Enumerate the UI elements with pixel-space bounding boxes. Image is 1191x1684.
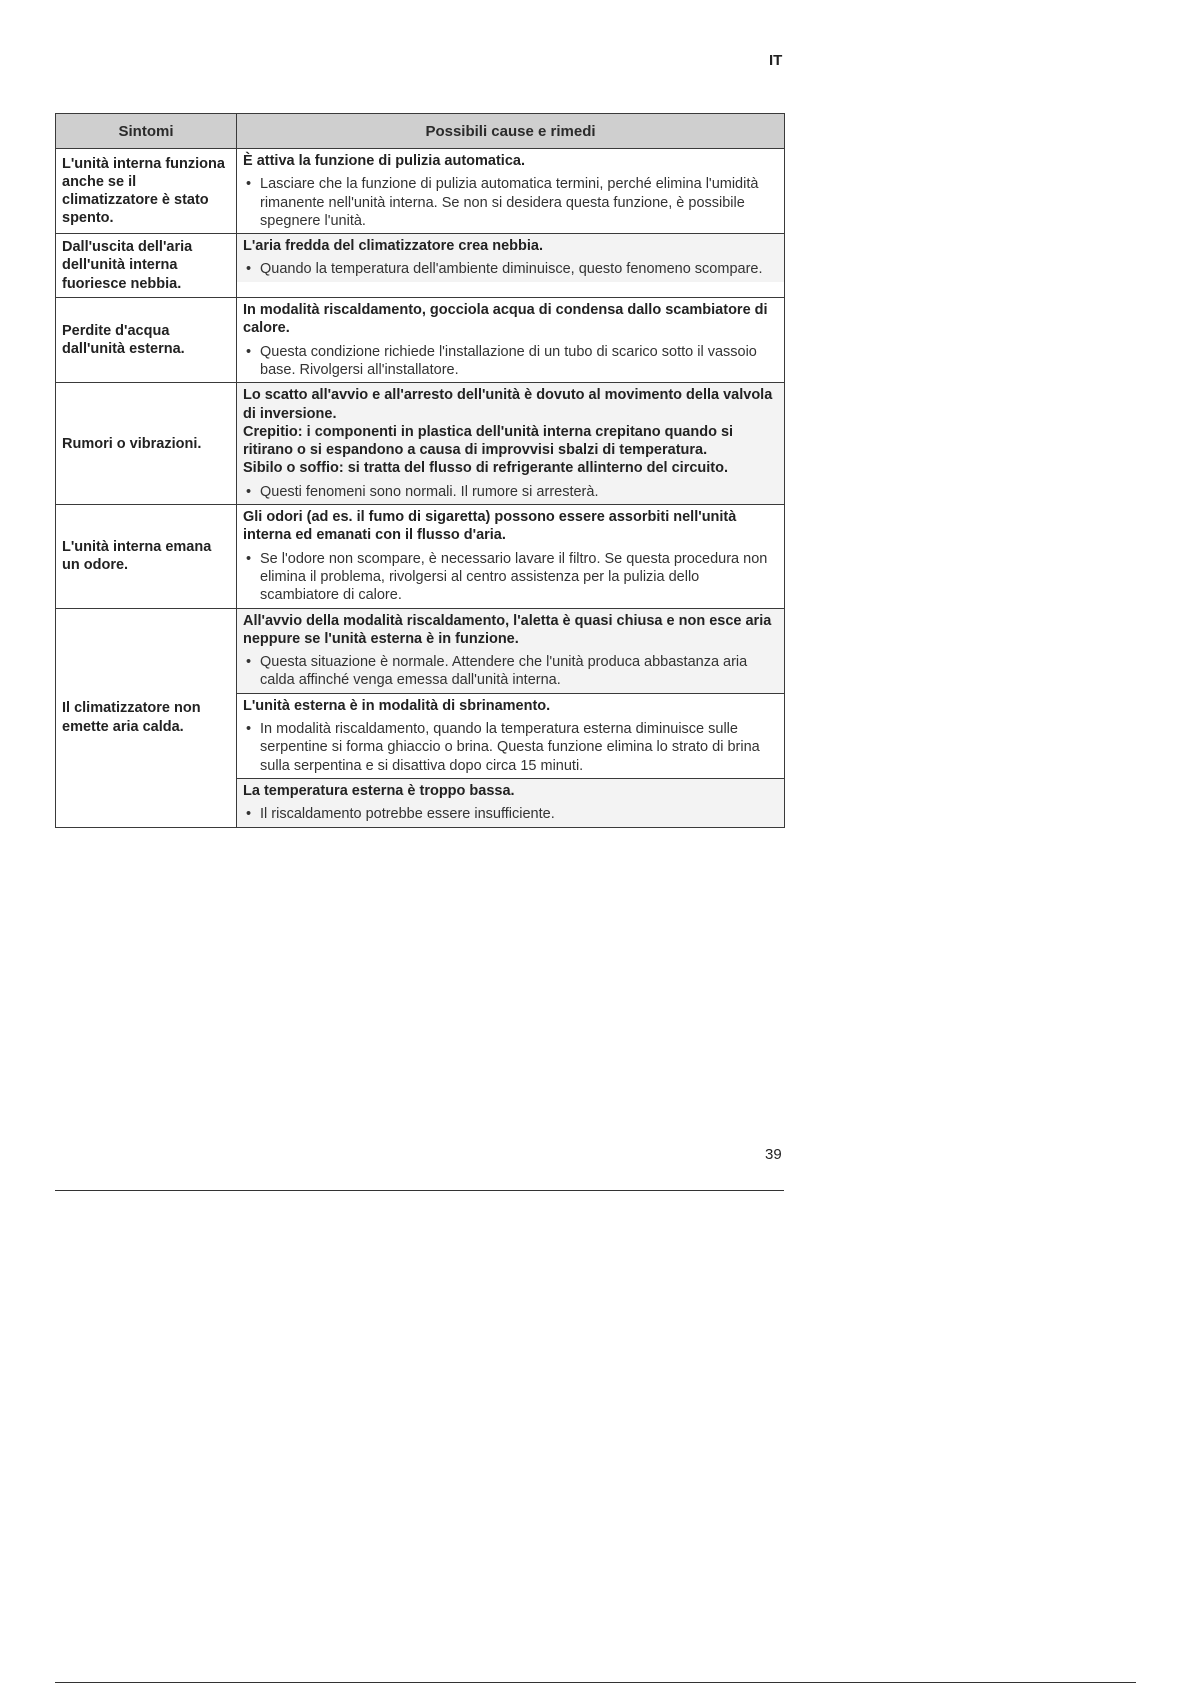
cause-text — [243, 782, 779, 800]
cause-line: Sibilo o soffio: si tratta del flusso di refrigerante allinterno del circuito. — [243, 460, 729, 477]
table-row — [56, 505, 785, 608]
remedy-cell — [237, 234, 785, 298]
cause-text — [243, 301, 779, 338]
cause-line: Gli odori (ad es. il fumo di sigaretta) possono essere assorbiti nell'unità interna ed emanati con il flusso d'aria. — [243, 509, 737, 544]
table-row — [56, 149, 785, 234]
page-number: 39 — [765, 1146, 782, 1163]
symptom-cell: Il climatizzatore non emette aria calda. — [56, 608, 237, 827]
cause-line: È attiva la funzione di pulizia automatica. — [243, 153, 525, 169]
symptom-cell: Perdite d'acqua dall'unità esterna. — [56, 298, 237, 383]
symptom-cell: L'unità interna funziona anche se il climatizzatore è stato spento. — [56, 149, 237, 234]
remedy-bullet: • Quando la temperatura dell'ambiente diminuisce, questo fenomeno scompare. — [243, 260, 779, 278]
remedy-bullet: • In modalità riscaldamento, quando la temperatura esterna diminuisce sulle serpentine si forma ghiaccio o brina. Questa funzione elimina lo strato di brina sulla serpentina e si disattiva dopo circa 15 minuti. — [243, 720, 779, 775]
cause-remedy-block — [237, 234, 784, 282]
remedy-bullet: • Questa condizione richiede l'installazione di un tubo di scarico sotto il vassoio base. Rivolgersi all'installatore. — [243, 343, 779, 380]
table-header-row — [56, 114, 785, 149]
cause-remedy-block — [237, 505, 784, 607]
cause-line: All'avvio della modalità riscaldamento, l'aletta è quasi chiusa e non esce aria neppure se l'unità esterna è in funzione. — [243, 612, 772, 647]
cause-line: Crepitio: i componenti in plastica dell'unità interna crepitano quando si ritirano o si espandono a causa di improvvisi sbalzi di temperatura. — [243, 423, 734, 459]
remedy-cell — [237, 383, 785, 505]
cause-remedy-block — [237, 693, 784, 778]
remedy-bullet: • Questa situazione è normale. Attendere che l'unità produca abbastanza aria calda affinché venga emessa dall'unità interna. — [243, 653, 779, 690]
cause-line: In modalità riscaldamento, gocciola acqua di condensa dallo scambiatore di calore. — [243, 302, 768, 337]
cause-text — [243, 508, 779, 545]
remedy-bullet: • Il riscaldamento potrebbe essere insufficiente. — [243, 805, 779, 823]
cause-remedy-block — [237, 149, 784, 233]
cause-remedy-block — [237, 778, 784, 827]
cause-remedy-block — [237, 383, 784, 504]
troubleshooting-table — [55, 113, 785, 828]
cause-text — [243, 152, 779, 170]
table-row — [56, 383, 785, 505]
remedy-bullet: • Se l'odore non scompare, è necessario lavare il filtro. Se questa procedura non elimina il problema, rivolgersi al centro assistenza per la pulizia dello scambiatore di calore. — [243, 550, 779, 605]
remedy-cell — [237, 149, 785, 234]
symptom-cell: Rumori o vibrazioni. — [56, 383, 237, 505]
table-row — [56, 608, 785, 827]
cause-line: Lo scatto all'avvio e all'arresto dell'unità è dovuto al movimento della valvola di inversione. — [243, 387, 773, 422]
remedy-cell — [237, 505, 785, 608]
cause-remedy-block — [237, 609, 784, 693]
header-symptoms: Sintomi — [56, 114, 237, 149]
cause-text — [243, 237, 779, 255]
symptom-cell: Dall'uscita dell'aria dell'unità interna fuoriesce nebbia. — [56, 234, 237, 298]
remedy-cell — [237, 608, 785, 827]
header-causes-remedies: Possibili cause e rimedi — [237, 114, 785, 149]
cause-text — [243, 386, 779, 477]
table-row — [56, 298, 785, 383]
symptom-cell: L'unità interna emana un odore. — [56, 505, 237, 608]
cause-line: La temperatura esterna è troppo bassa. — [243, 782, 515, 799]
remedy-bullet: • Questi fenomeni sono normali. Il rumore si arresterà. — [243, 483, 779, 501]
language-tag: IT — [769, 52, 783, 69]
cause-line: L'aria fredda del climatizzatore crea nebbia. — [243, 238, 543, 255]
page-bottom-rule — [55, 1682, 1136, 1683]
table-row — [56, 234, 785, 298]
cause-remedy-block — [237, 298, 784, 382]
cause-text — [243, 697, 779, 715]
footer-rule — [55, 1190, 784, 1191]
cause-text — [243, 612, 779, 649]
remedy-bullet: • Lasciare che la funzione di pulizia automatica termini, perché elimina l'umidità rimanente nell'unità interna. Se non si desidera questa funzione, è possibile spegnere l'unità. — [243, 175, 779, 230]
cause-line: L'unità esterna è in modalità di sbrinamento. — [243, 697, 551, 714]
remedy-cell — [237, 298, 785, 383]
